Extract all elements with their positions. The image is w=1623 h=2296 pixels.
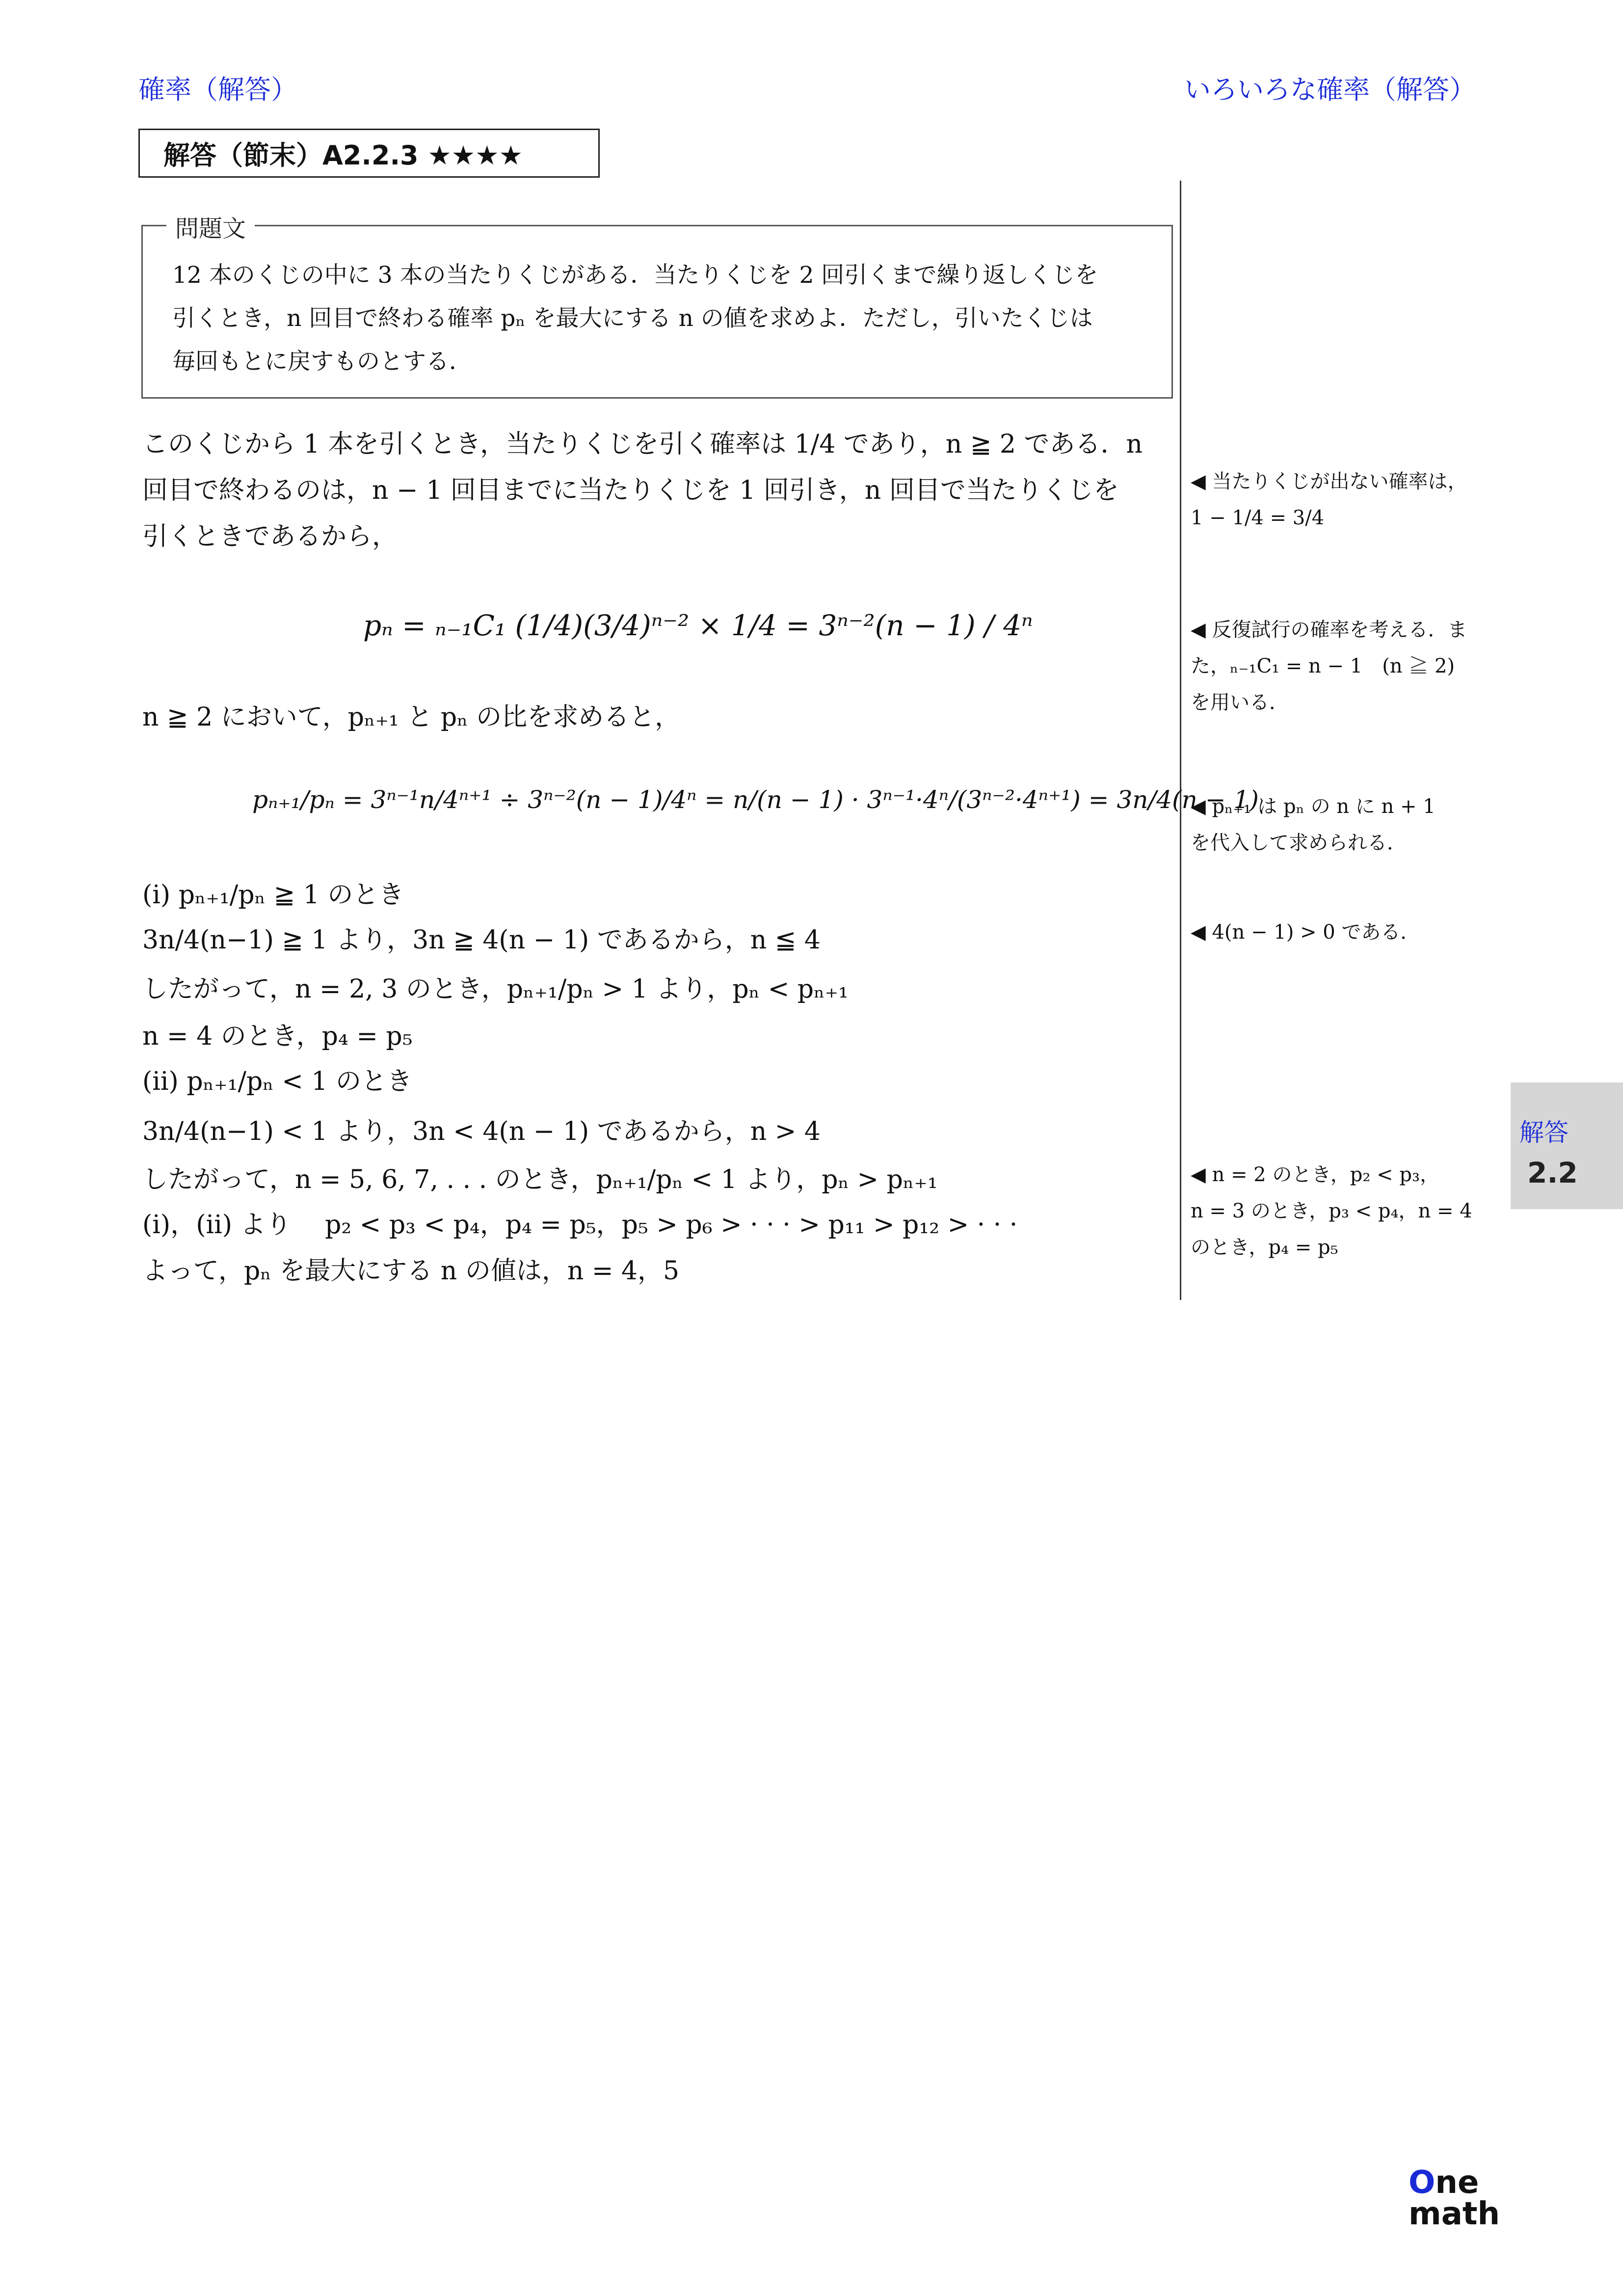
- case-i-line-1: 3n/4(n−1) ≧ 1 より，3n ≧ 4(n − 1) であるから，n ≦ 4: [142, 925, 821, 955]
- equation-ratio: pₙ₊₁/pₙ = 3ⁿ⁻¹n/4ⁿ⁺¹ ÷ 3ⁿ⁻²(n − 1)/4ⁿ = n/(n − 1) · 3ⁿ⁻¹·4ⁿ/(3ⁿ⁻²·4ⁿ⁺¹) = 3n/4(n − 1): [252, 785, 1259, 814]
- case-i-line-2: したがって，n = 2, 3 のとき，pₙ₊₁/pₙ > 1 より，pₙ < pₙ₊₁: [142, 974, 849, 1004]
- case-i-line-3: n = 4 のとき，p₄ = p₅: [142, 1022, 413, 1051]
- side-note-2c: を用いる．: [1191, 691, 1289, 714]
- side-note-5b: n = 3 のとき，p₃ < p₄，n = 4: [1191, 1200, 1472, 1222]
- side-note-4: ◀ 4(n − 1) > 0 である．: [1191, 921, 1420, 944]
- answer-title: 解答（節末）A2.2.3 ★★★★: [138, 129, 600, 178]
- side-note-1b: 1 − 1/4 = 3/4: [1191, 507, 1325, 529]
- side-note-5a: ◀ n = 2 のとき，p₂ < p₃，: [1191, 1163, 1439, 1186]
- problem-line-1: 12 本のくじの中に 3 本の当たりくじがある．当たりくじを 2 回引くまで繰り返しくじを: [172, 262, 1098, 289]
- onemath-logo: [1409, 2164, 1500, 2232]
- body-line-2: 回目で終わるのは，n − 1 回目までに当たりくじを 1 回引き，n 回目で当たりくじを: [142, 476, 1119, 505]
- problem-line-3: 毎回もとに戻すものとする．: [172, 348, 472, 375]
- side-note-3a: ◀ pₙ₊₁ は pₙ の n に n + 1: [1191, 795, 1436, 818]
- case-ii-line-2: したがって，n = 5, 6, 7, . . . のとき，pₙ₊₁/pₙ < 1 より，pₙ > pₙ₊₁: [142, 1165, 938, 1194]
- case-ii-line-1: 3n/4(n−1) < 1 より，3n < 4(n − 1) であるから，n > 4: [142, 1117, 821, 1146]
- problem-label: 問題文: [166, 210, 255, 243]
- header-left: 確率（解答）: [138, 74, 297, 105]
- logo-ne: ne: [1435, 2164, 1479, 2201]
- side-note-5c: のとき，p₄ = p₅: [1191, 1236, 1338, 1259]
- body-line-1: このくじから 1 本を引くとき，当たりくじを引く確率は 1/4 であり，n ≧ 2 である．n: [142, 430, 1143, 459]
- problem-line-2: 引くとき，n 回目で終わる確率 pₙ を最大にする n の値を求めよ．ただし，引いたくじは: [172, 305, 1093, 332]
- problem-box: [141, 215, 1173, 399]
- chapter-tab-number: 2.2: [1527, 1156, 1578, 1189]
- body-line-4: n ≧ 2 において，pₙ₊₁ と pₙ の比を求めると，: [142, 702, 681, 732]
- header-right: いろいろな確率（解答）: [1184, 74, 1476, 105]
- inequality-chain: (i)，(ii) より p₂ < p₃ < p₄，p₄ = p₅，p₅ > p₆ > · · · > p₁₁ > p₁₂ > · · ·: [142, 1210, 1018, 1240]
- case-ii-heading: (ii) pₙ₊₁/pₙ < 1 のとき: [142, 1067, 412, 1096]
- case-i-heading: (i) pₙ₊₁/pₙ ≧ 1 のとき: [142, 880, 404, 910]
- logo-math: math: [1409, 2196, 1500, 2232]
- side-note-2b: た，ₙ₋₁C₁ = n − 1 (n ≧ 2): [1191, 655, 1455, 677]
- side-note-3b: を代入して求められる．: [1191, 832, 1407, 854]
- final-answer: よって，pₙ を最大にする n の値は，n = 4，5: [142, 1256, 680, 1286]
- margin-divider: [1180, 181, 1181, 1300]
- chapter-tab-label: 解答: [1519, 1118, 1569, 1147]
- equation-pn: pₙ = ₙ₋₁C₁ (1/4)(3/4)ⁿ⁻² × 1/4 = 3ⁿ⁻²(n − 1) / 4ⁿ: [363, 609, 1033, 642]
- logo-o: O: [1409, 2164, 1436, 2201]
- chapter-tab: [1511, 1082, 1623, 1209]
- side-note-1a: ◀ 当たりくじが出ない確率は，: [1191, 470, 1467, 493]
- body-line-3: 引くときであるから，: [142, 522, 398, 551]
- side-note-2a: ◀ 反復試行の確率を考える．ま: [1191, 619, 1467, 641]
